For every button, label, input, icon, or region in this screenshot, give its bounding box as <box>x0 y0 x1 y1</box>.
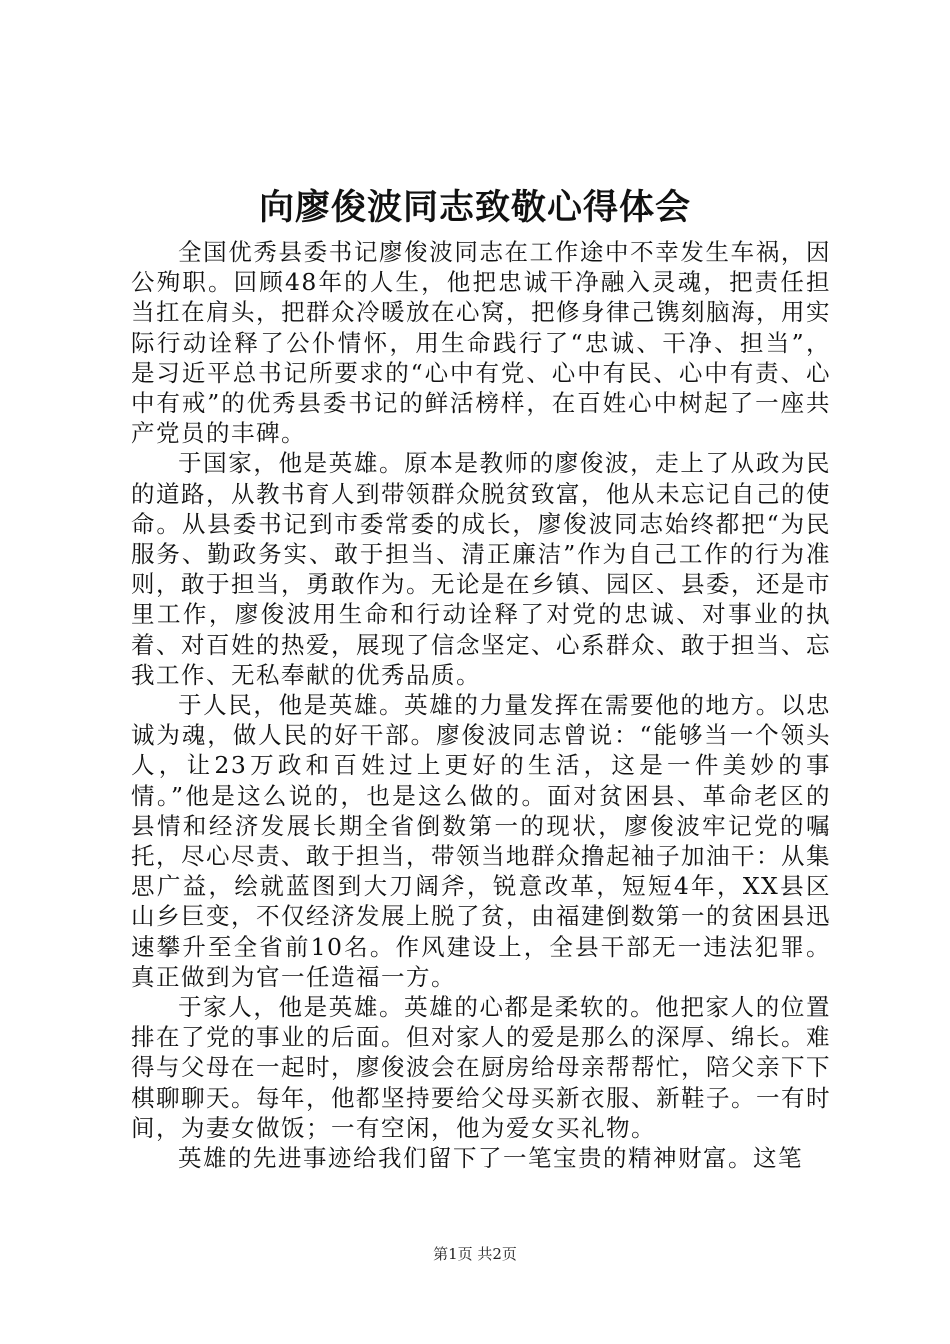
paragraph-legacy: 英雄的先进事迹给我们留下了一笔宝贵的精神财富。这笔 <box>178 1144 803 1173</box>
document-title: 向廖俊波同志致敬心得体会 <box>258 187 691 228</box>
document-body <box>131 237 831 1173</box>
paragraph-intro: 全国优秀县委书记廖俊波同志在工作途中不幸发生车祸，因公殉职。回顾48年的人生，他把忠诚干净融入灵魂，把责任担当扛在肩头，把群众冷暖放在心窝，把修身律己镌刻脑海，用实际行动诠释了公仆情怀，用生命践行了“忠诚、干净、担当”，是习近平总书记所要求的“心中有党、心中有民、心中有责、心中有戒”的优秀县委书记的鲜活榜样，在百姓心中树起了一座共产党员的丰碑。 <box>131 238 831 448</box>
page-number-footer: 第1页 共2页 <box>433 1245 517 1263</box>
paragraph-family: 于家人，他是英雄。英雄的心都是柔软的。他把家人的位置排在了党的事业的后面。但对家人的爱是那么的深厚、绵长。难得与父母在一起时，廖俊波会在厨房给母亲帮帮忙，陪父亲下下棋聊聊天。每年，他都坚持要给父母买新衣服、新鞋子。一有时间，为妻女做饭；一有空闲，他为爱女买礼物。 <box>131 993 831 1142</box>
paragraph-nation: 于国家，他是英雄。原本是教师的廖俊波，走上了从政为民的道路，从教书育人到带领群众脱贫致富，他从未忘记自己的使命。从县委书记到市委常委的成长，廖俊波同志始终都把“为民服务、勤政务实、敢于担当、清正廉洁”作为自己工作的行为准则，敢于担当，勇敢作为。无论是在乡镇、园区、县委，还是市里工作，廖俊波用生命和行动诠释了对党的忠诚、对事业的执着、对百姓的热爱，展现了信念坚定、心系群众、敢于担当、忘我工作、无私奉献的优秀品质。 <box>131 449 831 689</box>
paragraph-people: 于人民，他是英雄。英雄的力量发挥在需要他的地方。以忠诚为魂，做人民的好干部。廖俊波同志曾说：“能够当一个领头人，让23万政和百姓过上更好的生活，这是一件美妙的事情。”他是这么说的，也是这么做的。面对贫困县、革命老区的县情和经济发展长期全省倒数第一的现状，廖俊波牢记党的嘱托，尽心尽责、敢于担当，带领当地群众撸起袖子加油干：从集思广益，绘就蓝图到大刀阔斧，锐意改革，短短4年，XX县区山乡巨变，不仅经济发展上脱了贫，由福建倒数第一的贫困县迅速攀升至全省前10名。作风建设上，全县干部无一违法犯罪。真正做到为官一任造福一方。 <box>131 691 831 991</box>
